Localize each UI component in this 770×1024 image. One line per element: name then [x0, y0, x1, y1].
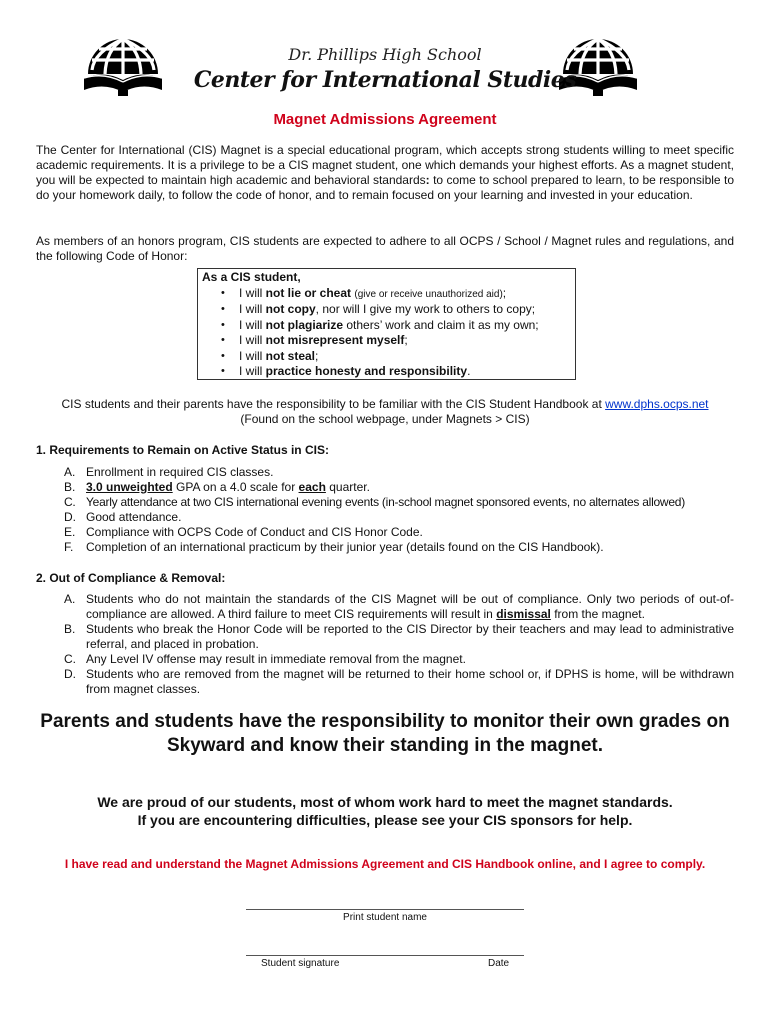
list-item: A. Enrollment in required CIS classes. [64, 465, 274, 479]
print-name-line[interactable] [246, 909, 524, 910]
student-signature-label: Student signature [261, 958, 340, 969]
handbook-note: (Found on the school webpage, under Magnets > CIS) [240, 412, 530, 426]
honor-code-item: • I will not lie or cheat (give or receive unauthorized aid); [239, 286, 575, 303]
print-name-label: Print student name [343, 912, 427, 923]
document-title: Magnet Admissions Agreement [273, 111, 497, 128]
handbook-line: CIS students and their parents have the responsibility to be familiar with the CIS Student Handbook at www.dphs.ocps.net [61, 397, 709, 411]
honor-code-item: • I will not steal; [239, 349, 575, 365]
list-item: E. Compliance with OCPS Code of Conduct and CIS Honor Code. [64, 525, 423, 539]
honor-code-header: As a CIS student, [202, 270, 301, 284]
center-name: Center for International Studies [193, 67, 577, 93]
honor-code-item: • I will not plagiarize others’ work and claim it as my own; [239, 318, 575, 334]
list-item: D. Students who are removed from the magnet will be returned to their home school or, if DPHS is home, will be withdrawn from magnet classes. [64, 667, 734, 696]
responsibility-line-2: Skyward and know their standing in the magnet. [166, 735, 603, 756]
intro-paragraph-2: As members of an honors program, CIS students are expected to adhere to all OCPS / School / Magnet rules and regulations, and the following Code of Honor: [36, 234, 734, 263]
agreement-statement: I have read and understand the Magnet Admissions Agreement and CIS Handbook online, and I agree to comply. [64, 857, 706, 871]
list-item: B. Students who break the Honor Code will be reported to the CIS Director by their teachers and may lead to administrative referral, and placed in probation. [64, 622, 734, 651]
honor-code-item: • I will practice honesty and responsibility. [239, 364, 575, 380]
list-item: C. Yearly attendance at two CIS international evening events (in-school magnet sponsored events, no alternates allowed) [64, 495, 685, 509]
honor-code-box [197, 268, 576, 380]
signature-line[interactable] [246, 955, 524, 956]
list-item: F. Completion of an international practicum by their junior year (details found on the CIS Handbook). [64, 540, 604, 554]
section-1-heading: 1. Requirements to Remain on Active Status in CIS: [36, 443, 329, 457]
list-item: C. Any Level IV offense may result in immediate removal from the magnet. [64, 652, 466, 666]
honor-code-list [198, 286, 575, 380]
date-label: Date [488, 958, 510, 969]
honor-code-item: • I will not copy, nor will I give my work to others to copy; [239, 302, 575, 318]
list-item: D. Good attendance. [64, 510, 182, 524]
handbook-link[interactable]: www.dphs.ocps.net [605, 397, 709, 411]
school-name: Dr. Phillips High School [288, 45, 482, 64]
intro-paragraph-1: The Center for International (CIS) Magnet is a special educational program, which accepts strong students willing to meet specific academic requirements. It is a privilege to be a CIS magnet student, one which demands your highest efforts. As a magnet student, you will be expected to maintain high academic and behavioral standards: to come to school prepared to learn, to be responsible to do your homework daily, to follow the code of honor, and to remain focused on your learning and invested in your education. [36, 143, 734, 202]
proud-line-2: If you are encountering difficulties, please see your CIS sponsors for help. [137, 812, 633, 828]
section-2-heading: 2. Out of Compliance & Removal: [36, 571, 226, 585]
honor-code-item: • I will not misrepresent myself; [239, 333, 575, 349]
section-2-list [64, 592, 734, 697]
responsibility-line-1: Parents and students have the responsibility to monitor their own grades on [40, 711, 730, 732]
section-1-list [64, 465, 734, 555]
list-item: A. Students who do not maintain the standards of the CIS Magnet will be out of compliance. Only two periods of out-of-compliance are allowed. A third failure to meet CIS requirements will result in dismissal from the magnet. [64, 592, 734, 621]
proud-line-1: We are proud of our students, most of whom work hard to meet the magnet standards. [97, 794, 673, 810]
list-item: B. 3.0 unweighted GPA on a 4.0 scale for each quarter. [64, 480, 370, 494]
